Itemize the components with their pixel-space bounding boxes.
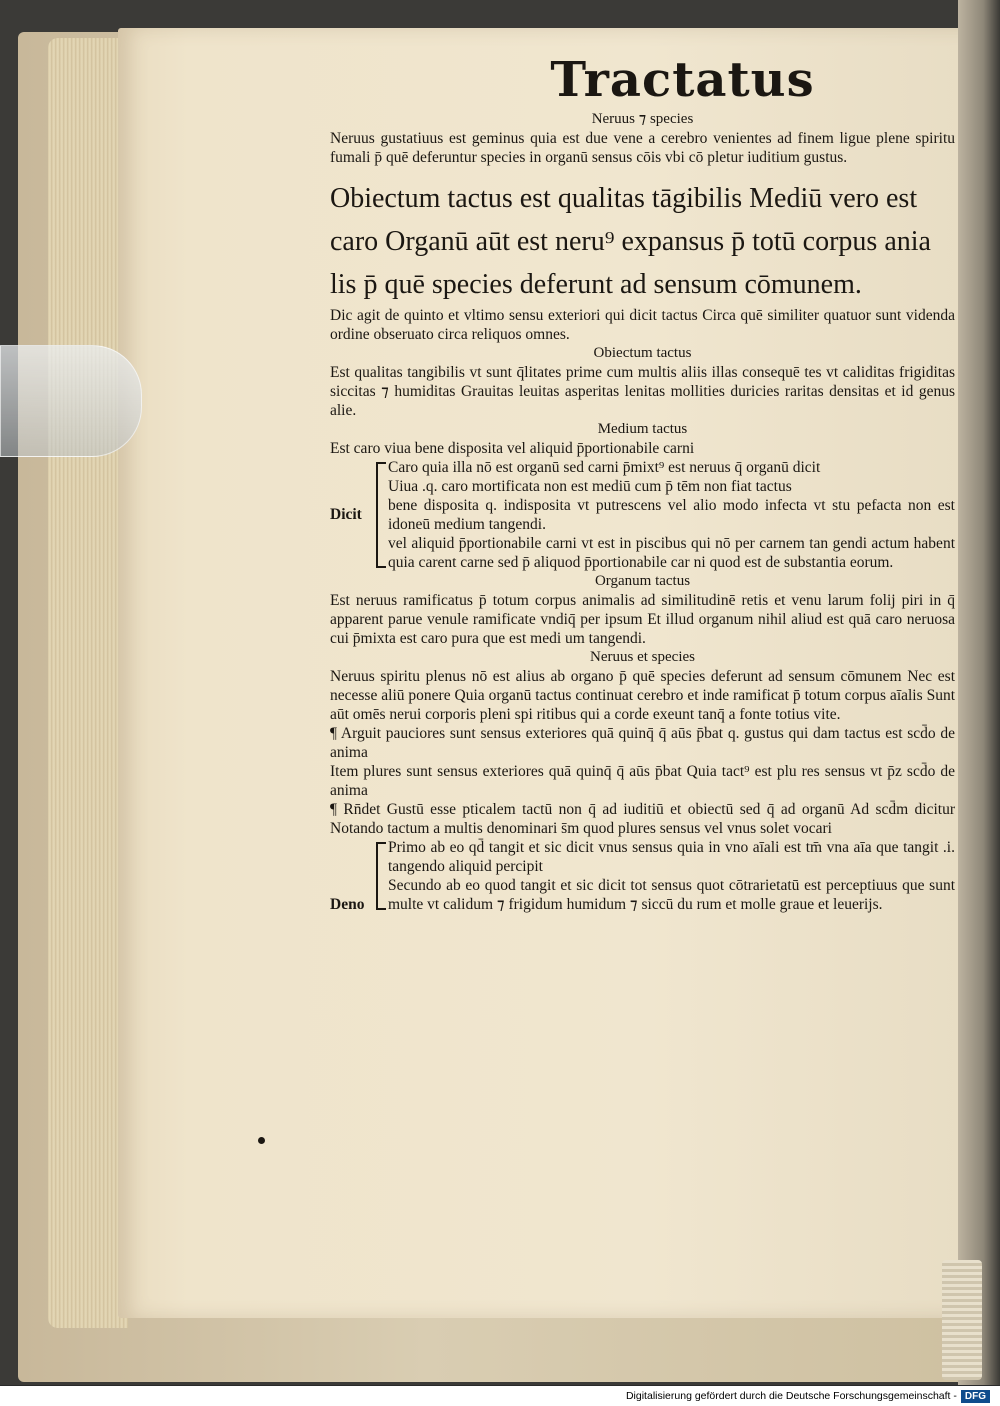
page-edges: [48, 38, 128, 1328]
bracket-content: [388, 838, 955, 914]
paragraph-5: Est neruus ramificatus p̄ totum corpus animalis ad similitudinē retis et venu larum folij piri in q̄ apparent parue venule ramificate vndiq̄ per ipsum Et illud organum nihil aliud est quā caro neruosa cui p̄mixta est caro pura que est medi um tangendi.: [330, 592, 955, 647]
paragraph-1: Neruus gustatiuus est geminus quia est due vene a cerebro venientes ad finem ligue plene spiritu fumali p̄ quē deferuntur species in organū sensus cōis vbi cō pletur iuditium gustus.: [330, 130, 955, 166]
footer-bar: [0, 1386, 1000, 1406]
paragraph-7: ¶ Arguit pauciores sunt sensus exteriores quā quinq̄ q̄ aūs p̄bat q. gustus qui dam tactus est scd̄o de anima: [330, 725, 955, 761]
bracket-line-text: bene disposita q. indisposita vt putrescens vel alio modo infecta vt stu pefacta non est idoneū medium tangendi.: [388, 497, 955, 533]
bracket-block-1: [330, 458, 955, 572]
bracket-line: [376, 462, 386, 568]
bracket-line-text: Caro quia illa nō est organū sed carni p̄mixt⁹ est neruus q̄ organū dicit: [388, 459, 821, 476]
bracket-label: Deno: [330, 896, 365, 913]
bracket-line-text: Primo ab eo qd̄ tangit et sic dicit vnus sensus quia in vno aīali est tm̄ vna aīa que tangit .i. tangendo aliquid percipit: [388, 839, 955, 875]
section-heading-3: Medium tactus: [597, 421, 688, 437]
footer-text: Digitalisierung gefördert durch die Deutsche Forschungsgemeinschaft -: [625, 1390, 957, 1402]
paragraph-3: Est qualitas tangibilis vt sunt q̄litates prime cum multis aliis illas consequē tes vt caliditas frigiditas siccitas ⁊ humiditas Grauitas leuitas asperitas lenitas mollities duricies raritas densitas et id genus alie.: [330, 364, 955, 419]
ink-dot: [258, 1137, 265, 1144]
paragraph-6: Neruus spiritu plenus nō est alius ab organo p̄ quē species deferunt ad sensum cōmunem Nec est necesse aliū ponere Quia organū tactus continuat cerebro et inde ramificat p̄ totum corpus aīalis Sunt aūt omēs nerui corporis pleni spi ritibus qui a corde exeunt tanq̄ a fonte totius vite.: [330, 668, 955, 723]
large-paragraph: Obiectum tactus est qualitas tāgibilis Mediū vero est caro Organū aūt est neru⁹ expansus p̄ totū corpus ania lis p̄ quē species deferunt ad sensum cōmunem.: [330, 183, 931, 300]
glass-page-holder: [0, 345, 142, 457]
section-heading-1: Neruus ⁊ species: [591, 111, 694, 127]
paragraph-9: ¶ Rn̄det Gustū esse pticalem tactū non q̄ ad iuditiū et obiectū sed q̄ ad organū Ad scd̄m dicitur Notando tactum a multis denominari s̄m quod plures sensus vel vnus solet vocari: [330, 801, 955, 837]
section-heading-4: Organum tactus: [594, 573, 691, 589]
gutter-shadow: [958, 0, 1000, 1385]
bracket-line-text: vel aliquid p̄portionabile carni vt est in piscibus qui nō per carnem tan gendi actum habent quia carent carne sed p̄ aliquod p̄portionabile car ni quod est de substantia eorum.: [388, 535, 955, 571]
bracket-line: [376, 842, 386, 910]
section-heading-5: Neruus et species: [590, 649, 695, 665]
bracket-line-text: Uiua .q. caro mortificata non est mediū cum p̄ tēm non fiat tactus: [388, 478, 792, 495]
bookmark-ribbon: [942, 1260, 982, 1380]
section-heading-2: Obiectum tactus: [593, 345, 692, 361]
bracket-block-2: [330, 838, 955, 914]
bracket-content: [388, 458, 955, 572]
text-block: [330, 40, 955, 914]
dfg-logo-icon[interactable]: DFG: [961, 1390, 990, 1403]
paragraph-2: Dic agit de quinto et vltimo sensu exteriori qui dicit tactus Circa quē similiter quatuor sunt videnda ordine obseruato circa reliquos omnes.: [330, 307, 955, 343]
page-title: Tractatus: [550, 52, 815, 108]
paragraph-8: Item plures sunt sensus exteriores quā quinq̄ q̄ aūs p̄bat Quia tact⁹ est plu res sensus vt p̄z scd̄o de anima: [330, 763, 955, 799]
bracket-label: Dicit: [330, 506, 362, 523]
bracket-line-text: Secundo ab eo quod tangit et sic dicit tot sensus quot cōtrarietatū est perceptiuus que sunt multe vt calidum ⁊ frigidum humidum ⁊ siccū du rum et molle graue et leuerijs.: [388, 877, 955, 913]
paragraph-4: Est caro viua bene disposita vel aliquid p̄portionabile carni: [330, 440, 695, 457]
